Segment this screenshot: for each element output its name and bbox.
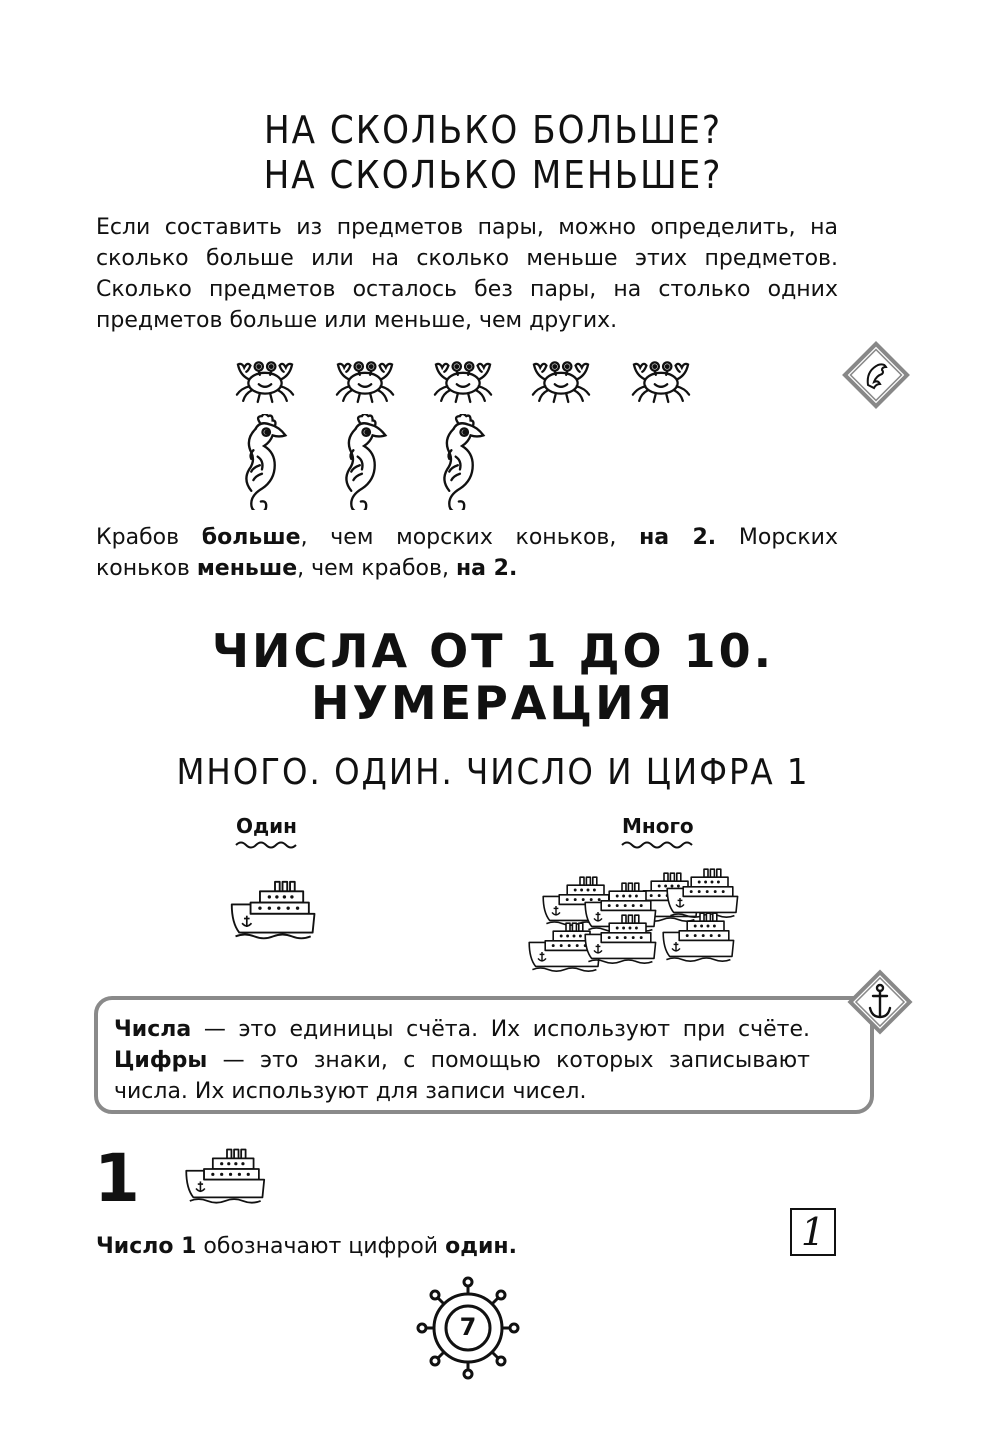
text: — это единицы счёта. Их используют при счёте. [191, 1017, 810, 1042]
dolphin-icon [838, 337, 914, 413]
label-many: Много [622, 814, 694, 838]
section-title-line2: НУМЕРАЦИЯ [310, 676, 676, 730]
crab-icon [228, 352, 302, 404]
text: — это знаки, с помощью которых записывают [207, 1048, 810, 1073]
digit-cell-value: 1 [800, 1210, 826, 1254]
many-ships-group [524, 866, 754, 980]
intro-line: предметов больше или меньше, чем других. [96, 308, 618, 333]
text: , чем морских коньков, [300, 525, 640, 550]
dolphin-badge [838, 337, 914, 413]
bold-text: Число 1 [96, 1234, 197, 1259]
seahorse-icon [336, 414, 390, 510]
comparison-line1 [96, 522, 838, 553]
definition-line1 [114, 1014, 810, 1045]
text: Крабов [96, 525, 202, 550]
ship-icon [228, 878, 322, 944]
label-one: Один [236, 814, 297, 838]
text: обозначают цифрой [196, 1234, 446, 1259]
anchor-badge [844, 966, 916, 1038]
text: числа. Их используют для записи чисел. [114, 1079, 587, 1104]
crab-row [228, 352, 708, 404]
crab-icon [524, 352, 598, 404]
ship-icon [182, 1146, 272, 1208]
ship-icon [582, 912, 662, 968]
intro-line: сколько больше или на сколько меньше этих предметов. [96, 246, 838, 271]
comparison-paragraph [96, 522, 838, 584]
page-title-line1: НА СКОЛЬКО БОЛЬШЕ? [263, 108, 723, 152]
bold-text: меньше [196, 556, 298, 581]
page-number-wheel [416, 1276, 520, 1380]
text: Морских [716, 525, 838, 550]
digit-cell [790, 1208, 836, 1256]
wavy-underline [620, 840, 700, 850]
seahorse-row [236, 414, 496, 510]
subsection-title: МНОГО. ОДИН. ЧИСЛО И ЦИФРА 1 [176, 752, 810, 793]
intro-paragraph [96, 212, 838, 336]
page-title-line2: НА СКОЛЬКО МЕНЬШЕ? [263, 153, 723, 197]
crab-icon [624, 352, 698, 404]
ship-icon [660, 910, 740, 966]
anchor-icon [844, 966, 916, 1038]
page-number: 7 [459, 1313, 477, 1341]
bold-text: больше [201, 525, 301, 550]
definition-line3 [114, 1076, 810, 1107]
bold-text: один. [445, 1234, 517, 1259]
section-title-line1: ЧИСЛА ОТ 1 ДО 10. [211, 624, 775, 678]
seahorse-icon [236, 414, 290, 510]
crab-icon [426, 352, 500, 404]
crab-icon [328, 352, 402, 404]
intro-line: Если составить из предметов пары, можно определить, на [96, 215, 838, 240]
bold-text: Числа [114, 1017, 192, 1042]
big-digit: 1 [94, 1140, 140, 1217]
text: коньков [96, 556, 197, 581]
wavy-underline [234, 840, 302, 850]
digit-note [96, 1234, 517, 1259]
definition-text [114, 1014, 810, 1107]
bold-text: на 2. [455, 556, 518, 581]
seahorse-icon [434, 414, 488, 510]
comparison-line2 [96, 553, 838, 584]
text: , чем крабов, [297, 556, 456, 581]
bold-text: на 2. [639, 525, 717, 550]
intro-line: Сколько предметов осталось без пары, на столько одних [96, 277, 838, 302]
bold-text: Цифры [114, 1048, 208, 1073]
definition-line2 [114, 1045, 810, 1076]
